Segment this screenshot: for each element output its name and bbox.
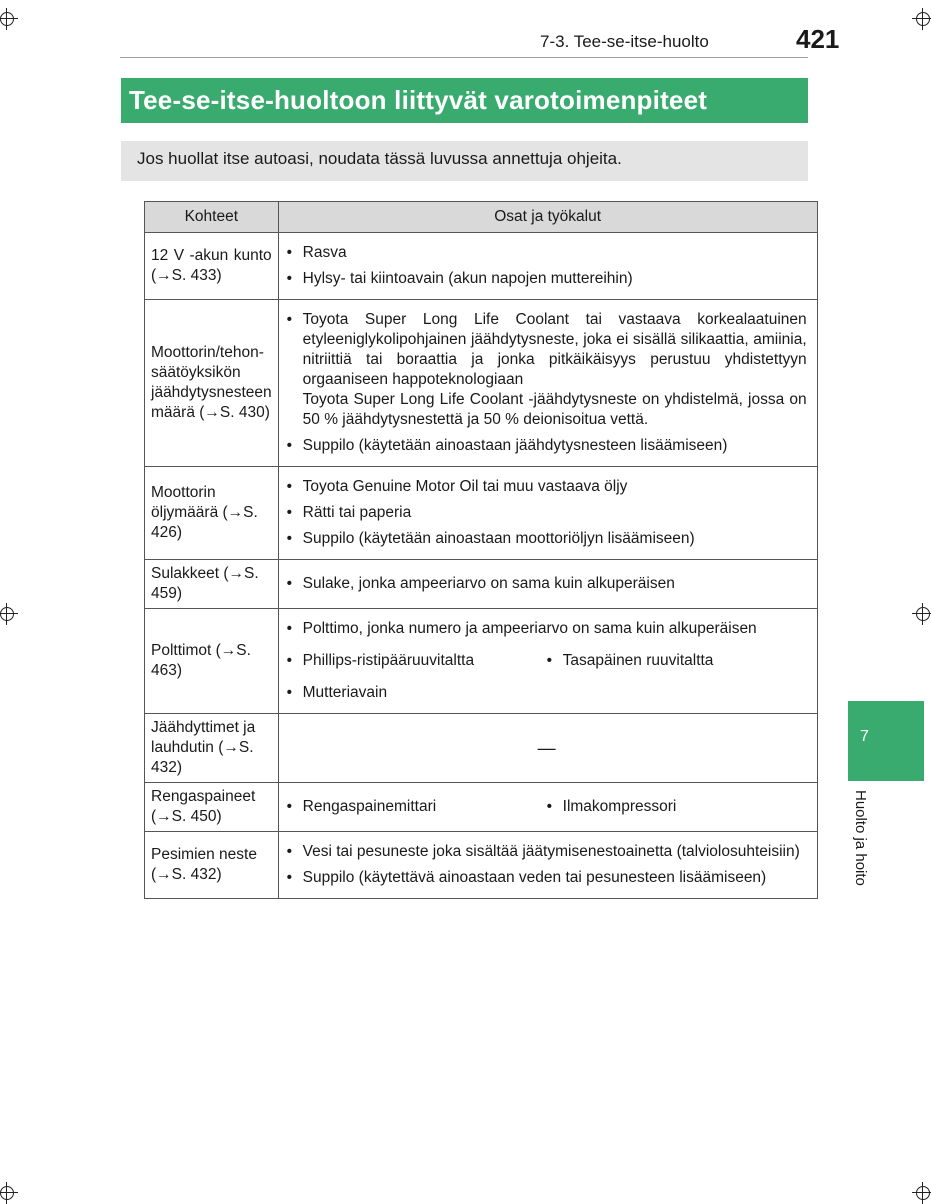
- registration-mark-icon: [0, 1182, 18, 1204]
- list-item: • Hylsy- tai kiintoavain (akun napojen muttereihin): [287, 269, 807, 289]
- chapter-number: 7: [860, 728, 869, 745]
- table-row: [145, 300, 818, 467]
- list-item: • Toyota Super Long Life Coolant tai vastaava korkealaatuinen etyleeniglykolipohjainen jäähdytysneste, joka ei sisällä silikaattia, amiinia, nitriittiä tai boraattia ja jonka pitkäikäisyys perustuu yhdistettyyn orgaaniseen happoteknologiaan Toyota Super Long Life Coolant -jäähdytysneste on yhdistelmä, jossa on 50 % jäähdytysnestettä ja 50 % deionisoitua vettä.: [287, 310, 807, 430]
- chapter-tab: [848, 701, 924, 781]
- list-item: • Vesi tai pesuneste joka sisältää jäätymisenestoainetta (talviolosuhteisiin): [287, 842, 807, 862]
- list-item: • Polttimo, jonka numero ja ampeeriarvo on sama kuin alkuperäisen: [287, 619, 807, 639]
- item-cell: Polttimot (→S. 463): [145, 609, 279, 714]
- item-cell: Moottorin öljymäärä (→S. 426): [145, 467, 279, 560]
- intro-text: Jos huollat itse autoasi, noudata tässä luvussa annettuja ohjeita.: [121, 141, 808, 181]
- registration-mark-icon: [0, 603, 18, 625]
- tools-cell: [278, 783, 817, 832]
- tools-cell: [278, 233, 817, 300]
- list-item: • Suppilo (käytetään ainoastaan jäähdytysnesteen lisäämiseen): [287, 436, 807, 456]
- item-cell: Pesimien neste (→S. 432): [145, 832, 279, 899]
- header-divider: [120, 57, 808, 58]
- tools-cell: [278, 560, 817, 609]
- tools-cell: [278, 467, 817, 560]
- table-row: [145, 467, 818, 560]
- registration-mark-icon: [912, 8, 931, 30]
- table-row: [145, 783, 818, 832]
- item-cell: 12 V -akun kunto (→S. 433): [145, 233, 279, 300]
- registration-mark-icon: [0, 8, 18, 30]
- chapter-label: Huolto ja hoito: [852, 790, 869, 886]
- tools-cell: [278, 832, 817, 899]
- table-row: [145, 560, 818, 609]
- table-row: [145, 832, 818, 899]
- list-item: • Mutteriavain: [287, 683, 807, 703]
- table-row: [145, 714, 818, 783]
- list-item: • Sulake, jonka ampeeriarvo on sama kuin alkuperäisen: [287, 574, 807, 594]
- registration-mark-icon: [912, 603, 931, 625]
- page-title: Tee-se-itse-huoltoon liittyvät varotoimenpiteet: [121, 78, 808, 123]
- registration-mark-icon: [912, 1182, 931, 1204]
- table-row: [145, 609, 818, 714]
- list-item: • Suppilo (käytettävä ainoastaan veden tai pesunesteen lisäämiseen): [287, 868, 807, 888]
- column-header-tools: Osat ja työkalut: [278, 202, 817, 233]
- item-cell: Jäähdyttimet ja lauhdutin (→S. 432): [145, 714, 279, 783]
- item-cell: Moottorin/tehon-säätöyksikön jäähdytysnesteen määrä (→S. 430): [145, 300, 279, 467]
- empty-dash: —: [278, 714, 817, 783]
- list-item: • Rengaspainemittari: [287, 797, 547, 817]
- list-item: • Suppilo (käytetään ainoastaan moottoriöljyn lisäämiseen): [287, 529, 807, 549]
- list-item: • Rasva: [287, 243, 807, 263]
- page-number: 421: [796, 24, 840, 54]
- section-header: 7-3. Tee-se-itse-huolto: [540, 32, 709, 51]
- tools-cell: [278, 300, 817, 467]
- column-header-items: Kohteet: [145, 202, 279, 233]
- tools-cell: [278, 609, 817, 714]
- item-cell: Rengaspaineet (→S. 450): [145, 783, 279, 832]
- list-item: • Rätti tai paperia: [287, 503, 807, 523]
- item-cell: Sulakkeet (→S. 459): [145, 560, 279, 609]
- list-item: • Ilmakompressori: [547, 797, 807, 817]
- list-item: • Phillips-ristipääruuvitaltta: [287, 651, 547, 671]
- tools-table: [144, 201, 818, 899]
- table-row: [145, 233, 818, 300]
- list-item: • Tasapäinen ruuvitaltta: [547, 651, 807, 671]
- list-item: • Toyota Genuine Motor Oil tai muu vastaava öljy: [287, 477, 807, 497]
